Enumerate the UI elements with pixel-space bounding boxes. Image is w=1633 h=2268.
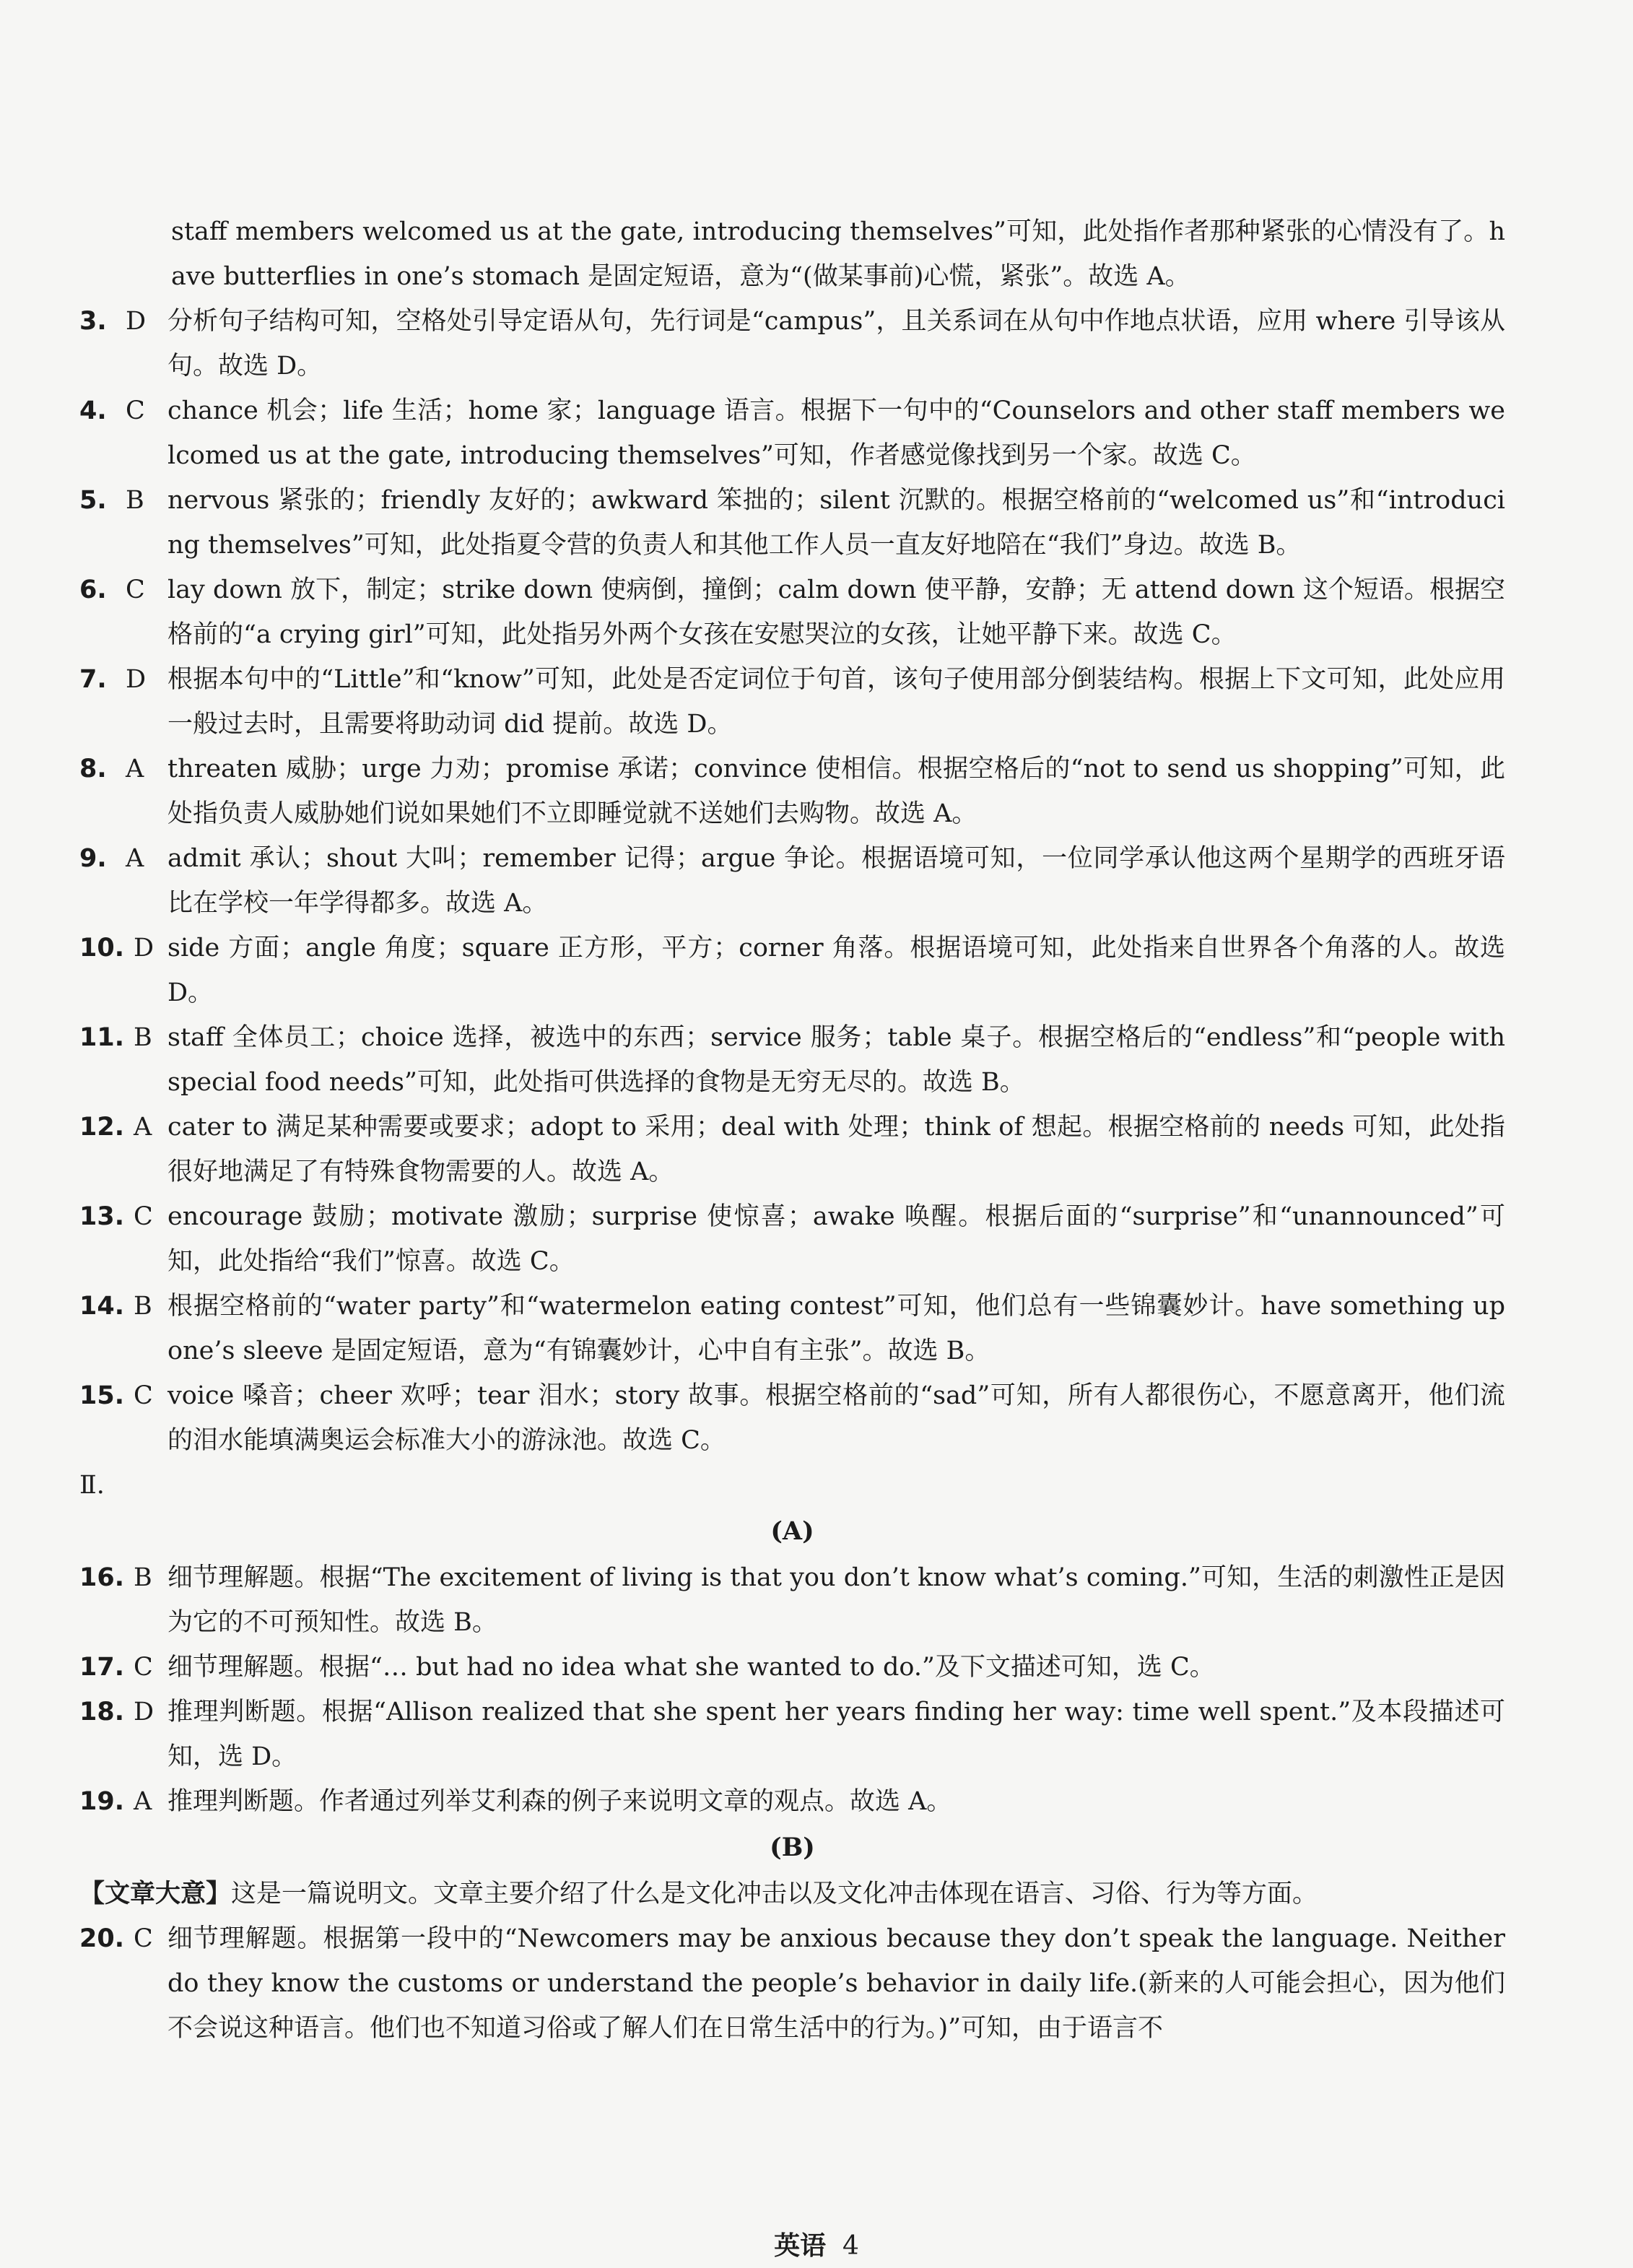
item-number: 20. xyxy=(79,1924,125,1953)
part-label: Ⅱ. xyxy=(79,1471,105,1500)
item-explanation: 细节理解题。根据“… but had no idea what she wanted to do.”及下文描述可知，选 C。 xyxy=(167,1653,1215,1682)
item-answer: C xyxy=(126,396,145,425)
answer-item-20 xyxy=(79,1916,1505,2051)
answer-item-15 xyxy=(79,1373,1505,1463)
item-answer: C xyxy=(134,1653,153,1682)
item-answer: B xyxy=(134,1023,152,1052)
section-title-a: (A) xyxy=(770,1516,814,1546)
item-number: 16. xyxy=(79,1563,125,1592)
item-explanation: 分析句子结构可知，空格处引导定语从句，先行词是“campus”，且关系词在从句中作地点状语，应用 where 引导该从句。故选 D。 xyxy=(167,307,1505,381)
item-explanation: cater to 满足某种需要或要求；adopt to 采用；deal with 处理；think of 想起。根据空格前的 needs 可知，此处指很好地满足了有特殊食物需要的人。故选 A。 xyxy=(167,1113,1505,1186)
answer-list-part1 xyxy=(79,299,1505,1463)
item-answer: A xyxy=(134,1787,152,1816)
item-answer: A xyxy=(126,844,144,873)
item-explanation: 推理判断题。作者通过列举艾利森的例子来说明文章的观点。故选 A。 xyxy=(167,1787,952,1816)
item-number: 4. xyxy=(79,396,107,425)
item-number: 7. xyxy=(79,665,107,694)
item-explanation: nervous 紧张的；friendly 友好的；awkward 笨拙的；silent 沉默的。根据空格前的“welcomed us”和“introducing themselves”可知，此处指夏令营的负责人和其他工作人员一直友好地陪在“我们”身边。故选 B。 xyxy=(167,486,1505,560)
item-explanation: 推理判断题。根据“Allison realized that she spent her years finding her way: time well spent.”及本段描述可知，选 D。 xyxy=(167,1698,1505,1771)
item-explanation: 根据空格前的“water party”和“watermelon eating contest”可知，他们总有一些锦囊妙计。have something up one’s sleeve 是固定短语，意为“有锦囊妙计，心中自有主张”。故选 B。 xyxy=(167,1292,1505,1365)
item-answer: D xyxy=(134,934,154,963)
item-answer: A xyxy=(126,755,144,783)
footer-subject: 英语 xyxy=(774,2231,827,2261)
answer-item-19 xyxy=(79,1779,1505,1824)
item-number: 14. xyxy=(79,1292,125,1321)
item-answer: D xyxy=(126,307,147,336)
item-number: 17. xyxy=(79,1653,125,1682)
answer-item-8 xyxy=(79,747,1505,836)
answer-item-5 xyxy=(79,478,1505,568)
item-answer: B xyxy=(134,1292,152,1321)
item-answer: C xyxy=(134,1381,153,1410)
answer-content xyxy=(79,209,1505,2051)
item-answer: C xyxy=(134,1202,153,1231)
item-answer: B xyxy=(126,486,144,515)
item-explanation: threaten 威胁；urge 力劝；promise 承诺；convince 使相信。根据空格后的“not to send us shopping”可知，此处指负责人威胁她们说如果她们不立即睡觉就不送她们去购物。故选 A。 xyxy=(167,755,1505,828)
item-answer: C xyxy=(126,575,145,604)
item-number: 19. xyxy=(79,1787,125,1816)
answer-item-4 xyxy=(79,388,1505,478)
item-number: 10. xyxy=(79,934,125,963)
item-explanation: chance 机会；life 生活；home 家；language 语言。根据下一句中的“Counselors and other staff members welcomed us at the gate, introducing themselves”可知，作者感觉像找到另一个家。故选 C。 xyxy=(167,396,1505,470)
continued-explanation xyxy=(79,209,1505,299)
item-answer: D xyxy=(134,1698,154,1726)
item-explanation: encourage 鼓励；motivate 激励；surprise 使惊喜；awake 唤醒。根据后面的“surprise”和“unannounced”可知，此处指给“我们”惊喜。故选 C。 xyxy=(167,1202,1505,1276)
answer-item-16 xyxy=(79,1555,1505,1645)
item-explanation: lay down 放下，制定；strike down 使病倒，撞倒；calm down 使平静，安静；无 attend down 这个短语。根据空格前的“a crying girl”可知，此处指另外两个女孩在安慰哭泣的女孩，让她平静下来。故选 C。 xyxy=(167,575,1505,649)
summary-text: 这是一篇说明文。文章主要介绍了什么是文化冲击以及文化冲击体现在语言、习俗、行为等方面。 xyxy=(231,1880,1318,1908)
item-number: 6. xyxy=(79,575,107,604)
answer-item-18 xyxy=(79,1690,1505,1779)
item-number: 3. xyxy=(79,307,107,336)
section-title-b: (B) xyxy=(770,1833,815,1862)
answer-item-7 xyxy=(79,657,1505,747)
item-explanation: admit 承认；shout 大叫；remember 记得；argue 争论。根据语境可知，一位同学承认他这两个星期学的西班牙语比在学校一年学得都多。故选 A。 xyxy=(167,844,1505,918)
item-number: 12. xyxy=(79,1113,125,1142)
item-explanation: 细节理解题。根据“The excitement of living is that you don’t know what’s coming.”可知，生活的刺激性正是因为它的不可预知性。故选 B。 xyxy=(167,1563,1505,1637)
item-explanation: 根据本句中的“Little”和“know”可知，此处是否定词位于句首，该句子使用部分倒装结构。根据上下文可知，此处应用一般过去时，且需要将助动词 did 提前。故选 D。 xyxy=(167,665,1505,739)
answer-item-17 xyxy=(79,1645,1505,1690)
item-explanation: staff 全体员工；choice 选择，被选中的东西；service 服务；table 桌子。根据空格后的“endless”和“people with special food needs”可知，此处指可供选择的食物是无穷无尽的。故选 B。 xyxy=(167,1023,1505,1097)
item-explanation: 细节理解题。根据第一段中的“Newcomers may be anxious because they don’t speak the language. Neither do they know the customs or understand the people’s behavior in daily life.(新来的人可能会担心，因为他们不会说这种语言。他们也不知道习俗或了解人们在日常生活中的行为。)”可知，由于语言不 xyxy=(167,1924,1505,2043)
item-answer: D xyxy=(126,665,147,694)
item-answer: C xyxy=(134,1924,153,1953)
item-number: 18. xyxy=(79,1698,125,1726)
continued-text: staff members welcomed us at the gate, introducing themselves”可知，此处指作者那种紧张的心情没有了。have butterflies in one’s stomach 是固定短语，意为“(做某事前)心慌，紧张”。故选 A。 xyxy=(171,217,1505,291)
answer-item-9 xyxy=(79,836,1505,926)
page-number: 4 xyxy=(842,2231,859,2261)
item-answer: A xyxy=(134,1113,152,1142)
answer-list-a xyxy=(79,1555,1505,1824)
answer-item-11 xyxy=(79,1015,1505,1105)
summary-tag: 【文章大意】 xyxy=(79,1879,232,1908)
item-number: 15. xyxy=(79,1381,125,1410)
page-footer xyxy=(0,2225,1633,2262)
item-number: 9. xyxy=(79,844,107,873)
answer-item-10 xyxy=(79,926,1505,1015)
item-number: 11. xyxy=(79,1023,125,1052)
item-answer: B xyxy=(134,1563,152,1592)
answer-item-12 xyxy=(79,1105,1505,1194)
item-number: 13. xyxy=(79,1202,125,1231)
answer-item-6 xyxy=(79,568,1505,657)
answer-item-3 xyxy=(79,299,1505,388)
item-explanation: voice 嗓音；cheer 欢呼；tear 泪水；story 故事。根据空格前的“sad”可知，所有人都很伤心，不愿意离开，他们流的泪水能填满奥运会标准大小的游泳池。故选 C。 xyxy=(167,1381,1505,1455)
answer-item-14 xyxy=(79,1284,1505,1373)
answer-list-b xyxy=(79,1916,1505,2051)
item-explanation: side 方面；angle 角度；square 正方形，平方；corner 角落。根据语境可知，此处指来自世界各个角落的人。故选 D。 xyxy=(167,934,1505,1007)
item-number: 8. xyxy=(79,755,107,783)
item-number: 5. xyxy=(79,486,107,515)
article-summary xyxy=(79,1872,1505,1916)
answer-item-13 xyxy=(79,1194,1505,1284)
